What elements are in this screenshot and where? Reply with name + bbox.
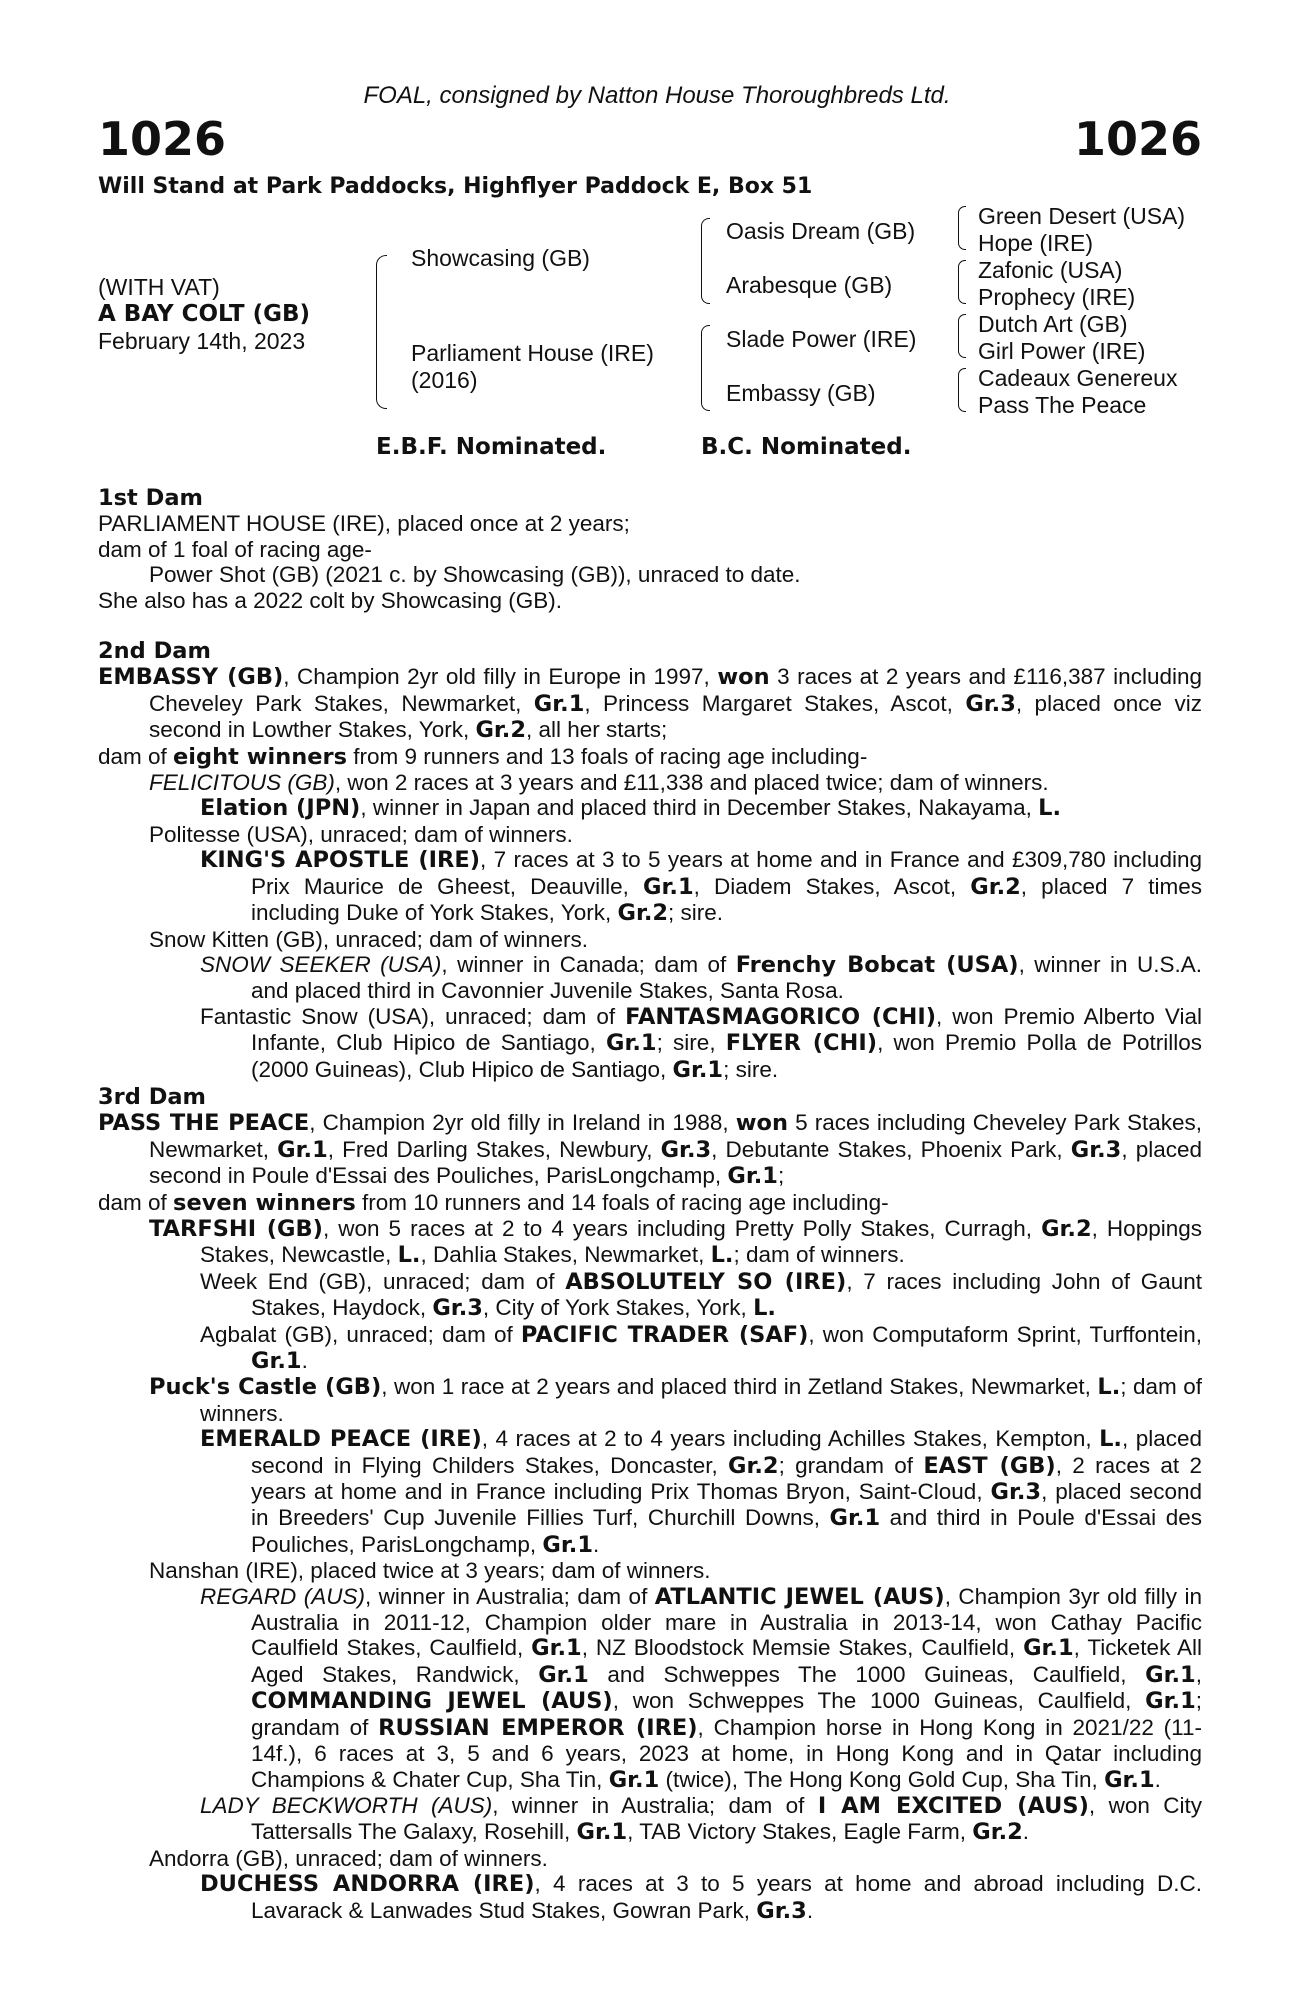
pedigree-g4-2: Hope (IRE) [978, 230, 1094, 256]
bc-nomination: B.C. Nominated. [701, 434, 912, 460]
pedigree-brace-dam [701, 325, 710, 411]
pedigree-g4-4: Prophecy (IRE) [978, 284, 1136, 310]
ebf-nomination: E.B.F. Nominated. [376, 434, 607, 460]
pedigree-sire-dam: Arabesque (GB) [726, 272, 893, 298]
pedigree-dam-sire: Slade Power (IRE) [726, 326, 917, 352]
lot-number-right: 1026 [1073, 112, 1202, 166]
first-dam-heading: 1st Dam [98, 485, 203, 511]
produce-entry: FELICITOUS (GB), won 2 races at 3 years and £11,338 and placed twice; dam of winners. [149, 770, 1049, 796]
third-dam-produce-intro: dam of seven winners from 10 runners and 14 foals of racing age including- [98, 1189, 889, 1216]
pedigree-brace-g4-2 [958, 260, 966, 304]
produce-entry: SNOW SEEKER (USA), winner in Canada; dam of Frenchy Bobcat (USA), winner in U.S.A. and placed third in Cavonnier Juvenile Stakes, Santa Rosa. [200, 951, 1202, 1004]
pedigree-g4-6: Girl Power (IRE) [978, 338, 1146, 364]
third-dam-heading: 3rd Dam [98, 1083, 206, 1110]
pedigree-g4-5: Dutch Art (GB) [978, 311, 1128, 337]
produce-entry: EMERALD PEACE (IRE), 4 races at 2 to 4 years including Achilles Stakes, Kempton, L., placed second in Flying Childers Stakes, Doncaster, Gr.2; grandam of EAST (GB), 2 races at 2 years at home and in France including Prix Thomas Bryon, Saint-Cloud, Gr.3, placed second in Breeders' Cup Juvenile Fillies Turf, Churchill Downs, Gr.1 and third in Poule d'Essai des Pouliches, ParisLongchamp, Gr.1. [200, 1426, 1202, 1558]
pedigree-g4-8: Pass The Peace [978, 392, 1147, 418]
produce-entry: Week End (GB), unraced; dam of ABSOLUTELY SO (IRE), 7 races including John of Gaunt Stakes, Haydock, Gr.3, City of York Stakes, York, L. [200, 1268, 1202, 1322]
second-dam-entry: EMBASSY (GB), Champion 2yr old filly in Europe in 1997, won 3 races at 2 years and £116,387 including Cheveley Park Stakes, Newmarket, Gr.1, Princess Margaret Stakes, Ascot, Gr.3, placed once viz second in Lowther Stakes, York, Gr.2, all her starts; [98, 664, 1202, 744]
pedigree-brace-g4-3 [958, 314, 966, 358]
produce-entry: KING'S APOSTLE (IRE), 7 races at 3 to 5 years at home and in France and £309,780 including Prix Maurice de Gheest, Deauville, Gr.1, Diadem Stakes, Ascot, Gr.2, placed 7 times including Duke of York Stakes, York, Gr.2; sire. [200, 847, 1203, 927]
pedigree-brace-sire [701, 218, 710, 304]
second-dam-produce-intro: dam of eight winners from 9 runners and 13 foals of racing age including- [98, 743, 868, 770]
second-dam-heading: 2nd Dam [98, 638, 211, 665]
pedigree-brace-main [376, 255, 387, 409]
pedigree-g4-7: Cadeaux Genereux [978, 365, 1178, 391]
vat-note: (WITH VAT) [98, 274, 220, 300]
lot-number-left: 1026 [98, 112, 227, 166]
produce-entry: Andorra (GB), unraced; dam of winners. [149, 1845, 548, 1871]
produce-entry: DUCHESS ANDORRA (IRE), 4 races at 3 to 5 years at home and abroad including D.C. Lavarack & Lanwades Stud Stakes, Gowran Park, Gr.3. [200, 1871, 1202, 1924]
produce-entry: TARFSHI (GB), won 5 races at 2 to 4 years including Pretty Polly Stakes, Curragh, Gr.2, Hoppings Stakes, Newcastle, L., Dahlia Stakes, Newmarket, L.; dam of winners. [149, 1215, 1202, 1269]
pedigree-sire-sire: Oasis Dream (GB) [726, 218, 916, 244]
pedigree-brace-g4-1 [958, 206, 966, 250]
produce-entry: Elation (JPN), winner in Japan and placed third in December Stakes, Nakayama, L. [200, 795, 1062, 822]
produce-entry: Fantastic Snow (USA), unraced; dam of FANTASMAGORICO (CHI), won Premio Alberto Vial Infante, Club Hipico de Santiago, Gr.1; sire, FLYER (CHI), won Premio Polla de Potrillos (2000 Guineas), Club Hipico de Santiago, Gr.1; sire. [200, 1003, 1203, 1083]
pedigree-sire: Showcasing (GB) [411, 245, 590, 271]
stand-location: Will Stand at Park Paddocks, Highflyer Paddock E, Box 51 [98, 174, 813, 199]
produce-entry: Agbalat (GB), unraced; dam of PACIFIC TRADER (SAF), won Computaform Sprint, Turffontein, Gr.1. [200, 1321, 1203, 1374]
produce-entry: Puck's Castle (GB), won 1 race at 2 years and placed third in Zetland Stakes, Newmarket, L.; dam of winners. [149, 1374, 1203, 1426]
produce-entry: Snow Kitten (GB), unraced; dam of winners. [149, 926, 588, 952]
pedigree-g4-3: Zafonic (USA) [978, 257, 1123, 283]
pedigree-dam: Parliament House (IRE) [411, 340, 654, 366]
first-dam-line: She also has a 2022 colt by Showcasing (GB). [98, 587, 563, 613]
produce-entry: REGARD (AUS), winner in Australia; dam of ATLANTIC JEWEL (AUS), Champion 3yr old filly in Australia in 2011-12, Champion older mare in Australia in 2013-14, won Cathay Pacific Caulfield Stakes, Caulfield, Gr.1, NZ Bloodstock Memsie Stakes, Caulfield, Gr.1, Ticketek All Aged Stakes, Randwick, Gr.1 and Schweppes The 1000 Guineas, Caulfield, Gr.1, COMMANDING JEWEL (AUS), won Schweppes The 1000 Guineas, Caulfield, Gr.1; grandam of RUSSIAN EMPEROR (IRE), Champion horse in Hong Kong in 2021/22 (11-14f.), 6 races at 3, 5 and 6 years, 2023 at home, in Hong Kong and in Qatar including Champions & Chater Cup, Sha Tin, Gr.1 (twice), The Hong Kong Gold Cup, Sha Tin, Gr.1. [200, 1583, 1203, 1793]
first-dam-line: dam of 1 foal of racing age- [98, 536, 372, 562]
pedigree-dam-dam: Embassy (GB) [726, 380, 876, 406]
first-dam-line: Power Shot (GB) (2021 c. by Showcasing (GB)), unraced to date. [149, 562, 801, 588]
pedigree-notes [98, 486, 1202, 1924]
pedigree-g4-1: Green Desert (USA) [978, 203, 1186, 229]
consignor-line: FOAL, consigned by Natton House Thoroughbreds Ltd. [363, 82, 951, 109]
first-dam-line: PARLIAMENT HOUSE (IRE), placed once at 2 years; [98, 511, 630, 537]
produce-entry: Politesse (USA), unraced; dam of winners. [149, 821, 573, 847]
horse-name: A BAY COLT (GB) [98, 301, 311, 327]
pedigree-brace-g4-4 [958, 368, 966, 412]
foaling-date: February 14th, 2023 [98, 328, 306, 354]
pedigree-dam-year: (2016) [411, 367, 478, 393]
produce-entry: Nanshan (IRE), placed twice at 3 years; dam of winners. [149, 1558, 711, 1584]
third-dam-entry: PASS THE PEACE, Champion 2yr old filly in Ireland in 1988, won 5 races including Cheveley Park Stakes, Newmarket, Gr.1, Fred Darling Stakes, Newbury, Gr.3, Debutante Stakes, Phoenix Park, Gr.3, placed second in Poule d'Essai des Pouliches, ParisLongchamp, Gr.1; [98, 1110, 1203, 1190]
produce-entry: LADY BECKWORTH (AUS), winner in Australia; dam of I AM EXCITED (AUS), won City Tattersalls The Galaxy, Rosehill, Gr.1, TAB Victory Stakes, Eagle Farm, Gr.2. [200, 1792, 1203, 1846]
